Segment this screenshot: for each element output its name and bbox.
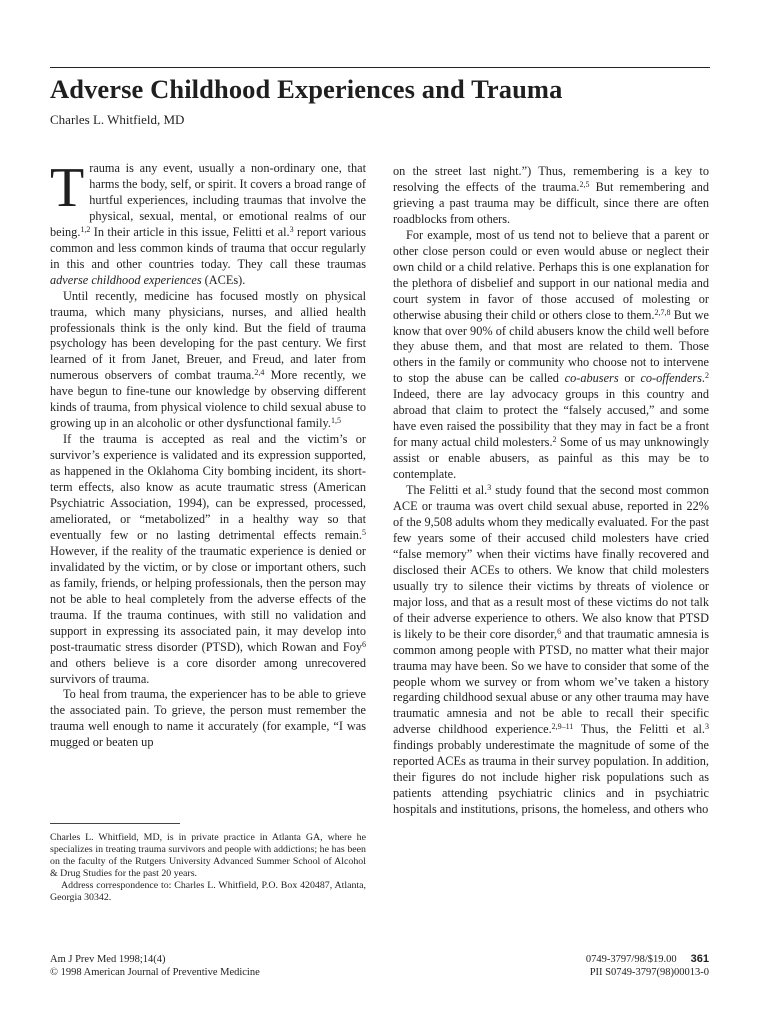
text: Until recently, medicine has focused mostly on physical trauma, which many physicians, nurses, and allied health professionals think is the only kind. But the field of trauma psychology has been developing for the past century. We first learned of it from Janet, Breuer, and Freud, and later from numerous observers of combat trauma.: [50, 288, 366, 383]
citation: 3: [289, 224, 294, 234]
text: rauma is any event, usually a non-ordinary one, that harms the body, self, or spirit. It covers a broad range of hurtful experiences, including traumas that involve the physical, sexual, mental, or emotional realms of our being.: [50, 161, 366, 239]
term: adverse childhood experiences: [50, 272, 202, 287]
text: More recently, we have begun to fine-tune our knowledge by observing different kinds of trauma, from physical violence to child sexual abuse to growing up in an alcoholic or other dysfunctional family.: [50, 368, 366, 431]
text: Indeed, there are lay advocacy groups in this country and abroad that claim to protect the “falsely accused,” and some have even raised the possibility that they may in fact be a front for many actual child molesters.: [393, 387, 709, 450]
text: and others believe is a core disorder among unrecovered survivors of trauma.: [50, 655, 366, 686]
pii-code: PII S0749-3797(98)00013-0: [589, 967, 709, 978]
text: .: [701, 371, 705, 386]
top-rule: [50, 67, 710, 68]
text: For example, most of us tend not to believe that a parent or other close person could or even would abuse or neglect their own child or a child relative. Perhaps this is one explanation for the plethora of disbelief and support in our national media and court system in favor of those accused of molesting or otherwise abusing their child or others close to them.: [393, 227, 709, 322]
text: or: [618, 371, 641, 386]
citation: 2,9–11: [551, 722, 574, 732]
correspondence-address: Address correspondence to: Charles L. Whitfield, P.O. Box 420487, Atlanta, Georgia 30342.: [50, 880, 366, 903]
text: Some of us may unknowingly assist or enable abusers, as painful as this may be to contemplate.: [393, 435, 709, 482]
author-bio: Charles L. Whitfield, MD, is in private practice in Atlanta GA, where he specializes in treating trauma survivors and people with addictions; he has been on the faculty of the Rutgers University Advanced Summer School of Alcohol & Drug Studies for the past 20 years.: [50, 832, 366, 879]
text: To heal from trauma, the experiencer has to be able to grieve the associated pain. To grieve, the person must remember the trauma well enough to name it accurately (for example, “I was mugged or beaten up: [50, 687, 366, 750]
text: But we know that over 90% of child abusers know the child well before they abuse them, and that most are related to them. Those others in the family or community who choose not to intervene to stop the abuse can be called: [393, 307, 709, 386]
author-footnote: [50, 832, 366, 904]
paragraph: [50, 432, 366, 687]
paragraph: [393, 164, 709, 228]
citation: 2,4: [254, 368, 265, 378]
text: Thus, the Felitti et al.: [573, 722, 706, 737]
text: report various common and less common kinds of trauma that occur regularly in this and other countries today. They call these traumas: [50, 224, 366, 271]
paragraph: [50, 157, 366, 289]
text: But remembering and grieving a past trauma may be difficult, since there are often roadblocks from others.: [393, 179, 709, 226]
footer-right: [586, 953, 709, 979]
text: In their article in this issue, Felitti et al.: [90, 224, 290, 239]
page-number: 361: [690, 953, 709, 965]
text: study found that the second most common ACE or trauma was overt child sexual abuse, reported in 22% of the 9,508 adults whom they medically evaluated. For the past few years some of their accused child molesters have cried “false memory” when their victims have finally recovered and disclosed their ACEs to others. We know that child molesters usually try to silence their victims by threats of violence or major loss, and that as a result most of these victims do not talk of their adverse experience to others. We also know that PTSD is likely to be their core disorder,: [393, 483, 710, 641]
text: and that traumatic amnesia is common among people with PTSD, no matter what their major trauma may have been. So we have to consider that some of the people whom we survey or from whom we’ve taken a history regarding childhood sexual abuse or any other trauma may have traumatic amnesia and not be able to recall their specific adverse childhood experience.: [393, 626, 709, 737]
paragraph: [393, 228, 709, 483]
citation: 6: [557, 626, 562, 636]
footer-left: [50, 953, 260, 979]
issn-price: 0749-3797/98/$19.00: [585, 954, 677, 965]
author-name: Charles L. Whitfield, MD: [50, 112, 185, 127]
citation: 1,5: [330, 416, 341, 426]
citation: 3: [487, 483, 492, 493]
text: The Felitti et al.: [406, 483, 488, 498]
footnote-rule: [50, 823, 180, 824]
citation: 2,5: [579, 179, 590, 189]
article-title: Adverse Childhood Experiences and Trauma: [50, 74, 563, 104]
citation: 1,2: [80, 224, 91, 234]
paragraph: [50, 687, 366, 751]
copyright-line: © 1998 American Journal of Preventive Medicine: [50, 967, 260, 978]
text: findings probably underestimate the magnitude of some of the reported ACEs as trauma in their survey population. In addition, their figures do not include higher risk populations such as patients attending psychiatric clinics and in psychiatric hospitals and institutions, prisons, the homeless, and others who: [393, 738, 709, 817]
citation: 6: [362, 639, 366, 649]
text: (ACEs).: [201, 272, 246, 287]
text: If the trauma is accepted as real and the victim’s or survivor’s experience is validated and its expression supported, as happened in the Oklahoma City bombing incident, its short-term effects, also know as acute traumatic stress (American Psychiatric Association, 1994), can be expressed, processed, ameliorated, or “metabolized” in a healthy way so that eventually few or no lasting detrimental effects remain.: [50, 432, 366, 542]
citation: 2: [552, 435, 557, 445]
term: co-offenders: [640, 371, 702, 386]
right-column: [393, 164, 709, 818]
paragraph: [50, 289, 366, 433]
term: co-abusers: [564, 371, 619, 386]
citation: 2: [704, 371, 709, 381]
citation: 5: [362, 527, 366, 537]
text: on the street last night.”) Thus, remembering is a key to resolving the effects of the trauma.: [393, 164, 709, 194]
drop-cap: T: [50, 157, 85, 219]
paragraph: [393, 483, 709, 818]
citation: 3: [705, 722, 710, 732]
left-column: [50, 157, 366, 751]
citation: 2,7,8: [654, 307, 671, 317]
text: However, if the reality of the traumatic experience is denied or invalidated by the victim, or by close or important others, such as family, friends, or helping professionals, then the person may not be able to heal completely from the adverse effects of the trauma. If the trauma continues, with still no validation and support in expressing its associated pain, it may develop into post-traumatic stress disorder (PTSD), which Rowan and Foy: [50, 543, 366, 654]
journal-citation: Am J Prev Med 1998;14(4): [50, 954, 166, 965]
